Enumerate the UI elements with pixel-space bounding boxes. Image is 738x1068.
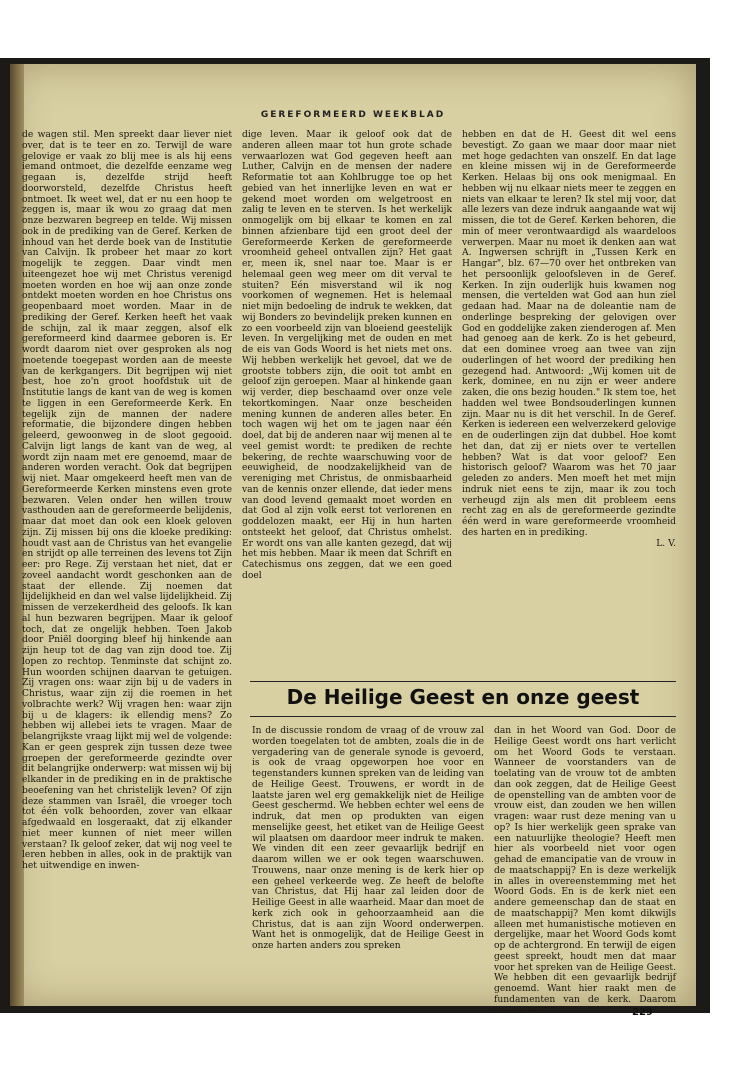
column-3-text: hebben en dat de H. Geest dit wel eens bevestigt. Zo gaan we maar door maar niet met hoge gedachten van onszelf. En dat lage en kleine missen wij in de Gereformeerde Kerken. Helaas bij ons ook menigmaal. En hebben wij nu elkaar niets meer te zeggen en niets van elkaar te leren? Ik stel mij voor, dat alle lezers van deze indruk aangaande wat wij missen, die tot de Geref. Kerken behoren, die min of meer verontwaardigd als waardeloos verwerpen. Maar nu moet ik denken aan wat A. Ingwersen schrijft in „Tussen Kerk en Hangar", blz. 67—70 over het ontbreken van het persoonlijk geloofsleven in de Geref. Kerken. In zijn ouderlijk huis kwamen nog mensen, die vertelden wat God aan hun ziel gedaan had. Maar na de doleantie nam de onderlinge bespreking der gelovigen over God en goddelijke zaken zienderogen af. Men had genoeg aan de kerk. Zo is het gebeurd, dat een dominee vroeg aan twee van zijn ouderlingen of het woord der prediking hen gezegend had. Antwoord: „Wij komen uit de kerk, dominee, en nu zijn er weer andere zaken, die ons bezig houden." Ik stem toe, het hadden wel twee Bondsouderlingen kunnen zijn. Maar nu is dit het verschil. In de Geref. Kerken is iedereen een welverzekerd gelovige en de ouderlingen zijn dat dubbel. Hoe komt het dan, dat zij er niets over te vertellen hebben? Wat is dat voor geloof? Een historisch geloof? Waarom was het 70 jaar geleden zo anders. Men moeft het met mijn indruk niet eens te zijn, maar ik zou toch verheugd zijn als men dit probleem eens recht zag en als de gereformeerde gezindte één werd in ware gereformeerde vroomheid des harten en in prediking. bbox=[462, 130, 676, 538]
article-title-box bbox=[250, 681, 676, 717]
article-column-left bbox=[252, 726, 484, 952]
article-right-text: dan in het Woord van God. Door de Heilige Geest wordt ons hart verlicht om het Woord Gods te verstaan. Wanneer de voorstanders van de toelating van de vrouw tot de ambten dan ook zeggen, dat de Heilige Geest de openstelling van de ambten voor de vrouw eist, dan zouden we hen willen vragen: waar rust deze mening van u op? Is hier werkelijk geen sprake van een natuurlijke theologie? Heeft men hier als voorbeeld niet voor ogen gehad de emancipatie van de vrouw in de maatschappij? En is deze werkelijk in alles in overeenstemming met het Woord Gods. En is de kerk niet een andere gemeenschap dan de staat en de maatschappij? Men komt dikwijls alleen met humanistische motieven en dergelijke, maar het Woord Gods komt op de achtergrond. En terwijl de eigen geest spreekt, houdt men dat maar voor het spreken van de Heilige Geest. We hebben dit een gevaarlijk bedrijf genoemd. Want hier raakt men de fundamenten van de kerk. Daarom achten we bbox=[494, 726, 676, 1016]
column-2-text: dige leven. Maar ik geloof ook dat de anderen alleen maar tot hun grote schade verwaarlozen wat God gegeven heeft aan Luther, Calvijn en de mensen der nadere Reformatie tot aan Kohlbrugge toe op het gebied van het innerlijke leven en wat er gekend moet worden om welgetroost en zalig te leven en te sterven. Is het werkelijk onmogelijk om bij elkaar te komen en zal binnen afzienbare tijd een groot deel der Gereformeerde Kerken de gereformeerde vroomheid geheel ontvallen zijn? Het gaat er, meen ik, snel naar toe. Maar is er helemaal geen weg meer om dit verval te stuiten? Eén misverstand wil ik nog voorkomen of wegnemen. Het is helemaal niet mijn bedoeling de indruk te wekken, dat wij Bonders zo bevindelijk preken kunnen en zo een voorbeeld zijn van bloeiend geestelijk leven. In vergelijking met de ouden en met de eis van Gods Woord is het niets met ons. Wij hebben werkelijk het gevoel, dat we de grootste tobbers zijn, die ooit tot ambt en geloof zijn geroepen. Maar al hinkende gaan wij verder, diep beschaamd over onze vele tekortkomingen. Naar onze bescheiden mening kunnen de anderen alles beter. En toch wagen wij het om te jagen naar één doel, dat bij de anderen naar wij menen al te veel gemist wordt: te prediken de rechte bekering, de rechte waarschuwing voor de eeuwigheid, de noodzakelijkheid van de vereniging met Christus, de onmisbaarheid van de kennis onzer ellende, dat ieder mens van dood levend gemaakt moet worden en dat God al zijn volk eerst tot verlorenen en goddelozen maakt, eer Hij in hun harten ontsteekt het geloof, dat Christus omhelst. Er wordt ons van alle kanten gezegd, dat wij het mis hebben. Maar ik meen dat Schrift en Catechismus ons zeggen, dat we een goed doel bbox=[242, 130, 452, 581]
article-left-text: In de discussie rondom de vraag of de vrouw zal worden toegelaten tot de ambten, zoals die in de vergadering van de generale synode is gevoerd, is ook de vraag opgeworpen hoe voor en tegenstanders kunnen spreken van de leiding van de Heilige Geest. Trouwens, er wordt in de laatste jaren wel erg gemakkelijk niet de Heilige Geest geschermd. We hebben echter wel eens de indruk, dat men op produkten van eigen menselijke geest, het etiket van de Heilige Geest wil plaatsen om daardoor meer indruk te maken. We vinden dit een zeer gevaarlijk bedrijf en daarom willen we er ook tegen waarschuwen. Trouwens, naar onze mening is de kerk hier op een geheel verkeerde weg. Ze heeft de belofte van Christus, dat Hij haar zal leiden door de Heilige Geest in alle waarheid. Maar dan moet de kerk zich ook in gehoorzaamheid aan die Christus, dat is aan zijn Woord onderwerpen. Want het is onmogelijk, dat de Heilige Geest in onze harten anders zou spreken bbox=[252, 726, 484, 951]
column-1 bbox=[22, 130, 232, 872]
page-number: 229 bbox=[632, 1007, 653, 1018]
column-3 bbox=[462, 130, 676, 549]
scan-background bbox=[0, 58, 710, 1018]
column-1-text: de wagen stil. Men spreekt daar liever niet over, dat is te teer en zo. Terwijl de ware gelovige er vaak zo blij mee is als hij eens iemand ontmoet, die dezelfde eenzame weg gegaan is, dezelfde strijd heeft doorworsteld, dezelfde Christus heeft ontmoet. Ik weet wel, dat er nu een hoop te zeggen is, maar ik wou zo graag dat men onze bezwaren begreep en telde. Wij missen ook in de prediking van de Geref. Kerken de inhoud van het derde boek van de Institutie van Calvijn. Ik probeer het maar zo kort mogelijk te zeggen. Daar vindt men uiteengezet hoe wij met Christus verenigd moeten worden en hoe wij aan onze zonde ontdekt moeten worden en hoe Christus ons geopenbaard moet worden. Maar in de prediking der Geref. Kerken heeft het vaak de schijn, zal ik maar zeggen, alsof elk gereformeerd kind daarmee geboren is. Er wordt daarom niet over gesproken als nog moetende toegepast worden aan de meeste van de kerkgangers. Dit begrijpen wij niet best, hoe zo'n groot hoofdstuk uit de Institutie langs de kant van de weg is komen te liggen in een Gereformeerde Kerk. En tegelijk zijn de mannen der nadere reformatie, die bijzondere dingen hebben geleerd, gewoonweg in de sloot gegooid. Calvijn ligt langs de kant van de weg, al wordt zijn naam met ere genoemd, maar de anderen worden veracht. Ook dat begrijpen wij niet. Maar omgekeerd heeft men van de Gereformeerde Kerken minstens even grote bezwaren. Velen onder hen willen trouw vasthouden aan de gereformeerde belijdenis, maar dat moet dan ook een kloek geloven zijn. Zij missen bij ons die kloeke prediking: houdt vast aan de Christus van het evangelie en strijdt op alle terreinen des levens tot Zijn eer: pro Rege. Zij verstaan het niet, dat er zoveel aandacht wordt geschonken aan de staat der ellende. Zij noemen dat lijdelijkheid en dan wel valse lijdelijkheid. Zij missen de verzekerdheid des geloofs. Ik kan al hun bezwaren begrijpen. Maar ik geloof toch, dat ze ongelijk hebben. Toen Jakob door Pniël doorging bleef hij hinkende aan zijn heup tot de dag van zijn dood toe. Zij lopen zo rechtop. Tenminste dat schijnt zo. Hun woorden schijnen daarvan te getuigen. Zij vragen ons: waar zijn bij u de vaders in Christus, waar zijn zij die roemen in het volbrachte werk? Wij vragen hen: waar zijn bij u de klagers: ik ellendig mens? Zo hebben wij allebei iets te vragen. Maar de belangrijkste vraag lijkt mij wel de volgende: Kan er geen gesprek zijn tussen deze twee groepen der gereformeerde gezindte over dit belangrijke onderwerp: wat missen wij bij elkander in de prediking en in de praktische beoefening van het christelijk leven? Of zijn deze stammen van Israël, die vroeger toch tot één volk behoorden, zover van elkaar afgedwaald en losgeraakt, dat zij elkander niet meer kunnen of niet meer willen verstaan? Ik geloof zeker, dat wij nog veel te leren hebben in alles, ook in de praktijk van het uitwendige en inwen- bbox=[22, 130, 232, 871]
running-header: GEREFORMEERD WEEKBLAD bbox=[260, 110, 446, 120]
article-column-right bbox=[494, 726, 676, 1016]
magazine-page bbox=[10, 64, 696, 1018]
column-2 bbox=[242, 130, 452, 582]
article-title: De Heilige Geest en onze geest bbox=[286, 685, 640, 709]
author-signature: L. V. bbox=[656, 538, 676, 549]
